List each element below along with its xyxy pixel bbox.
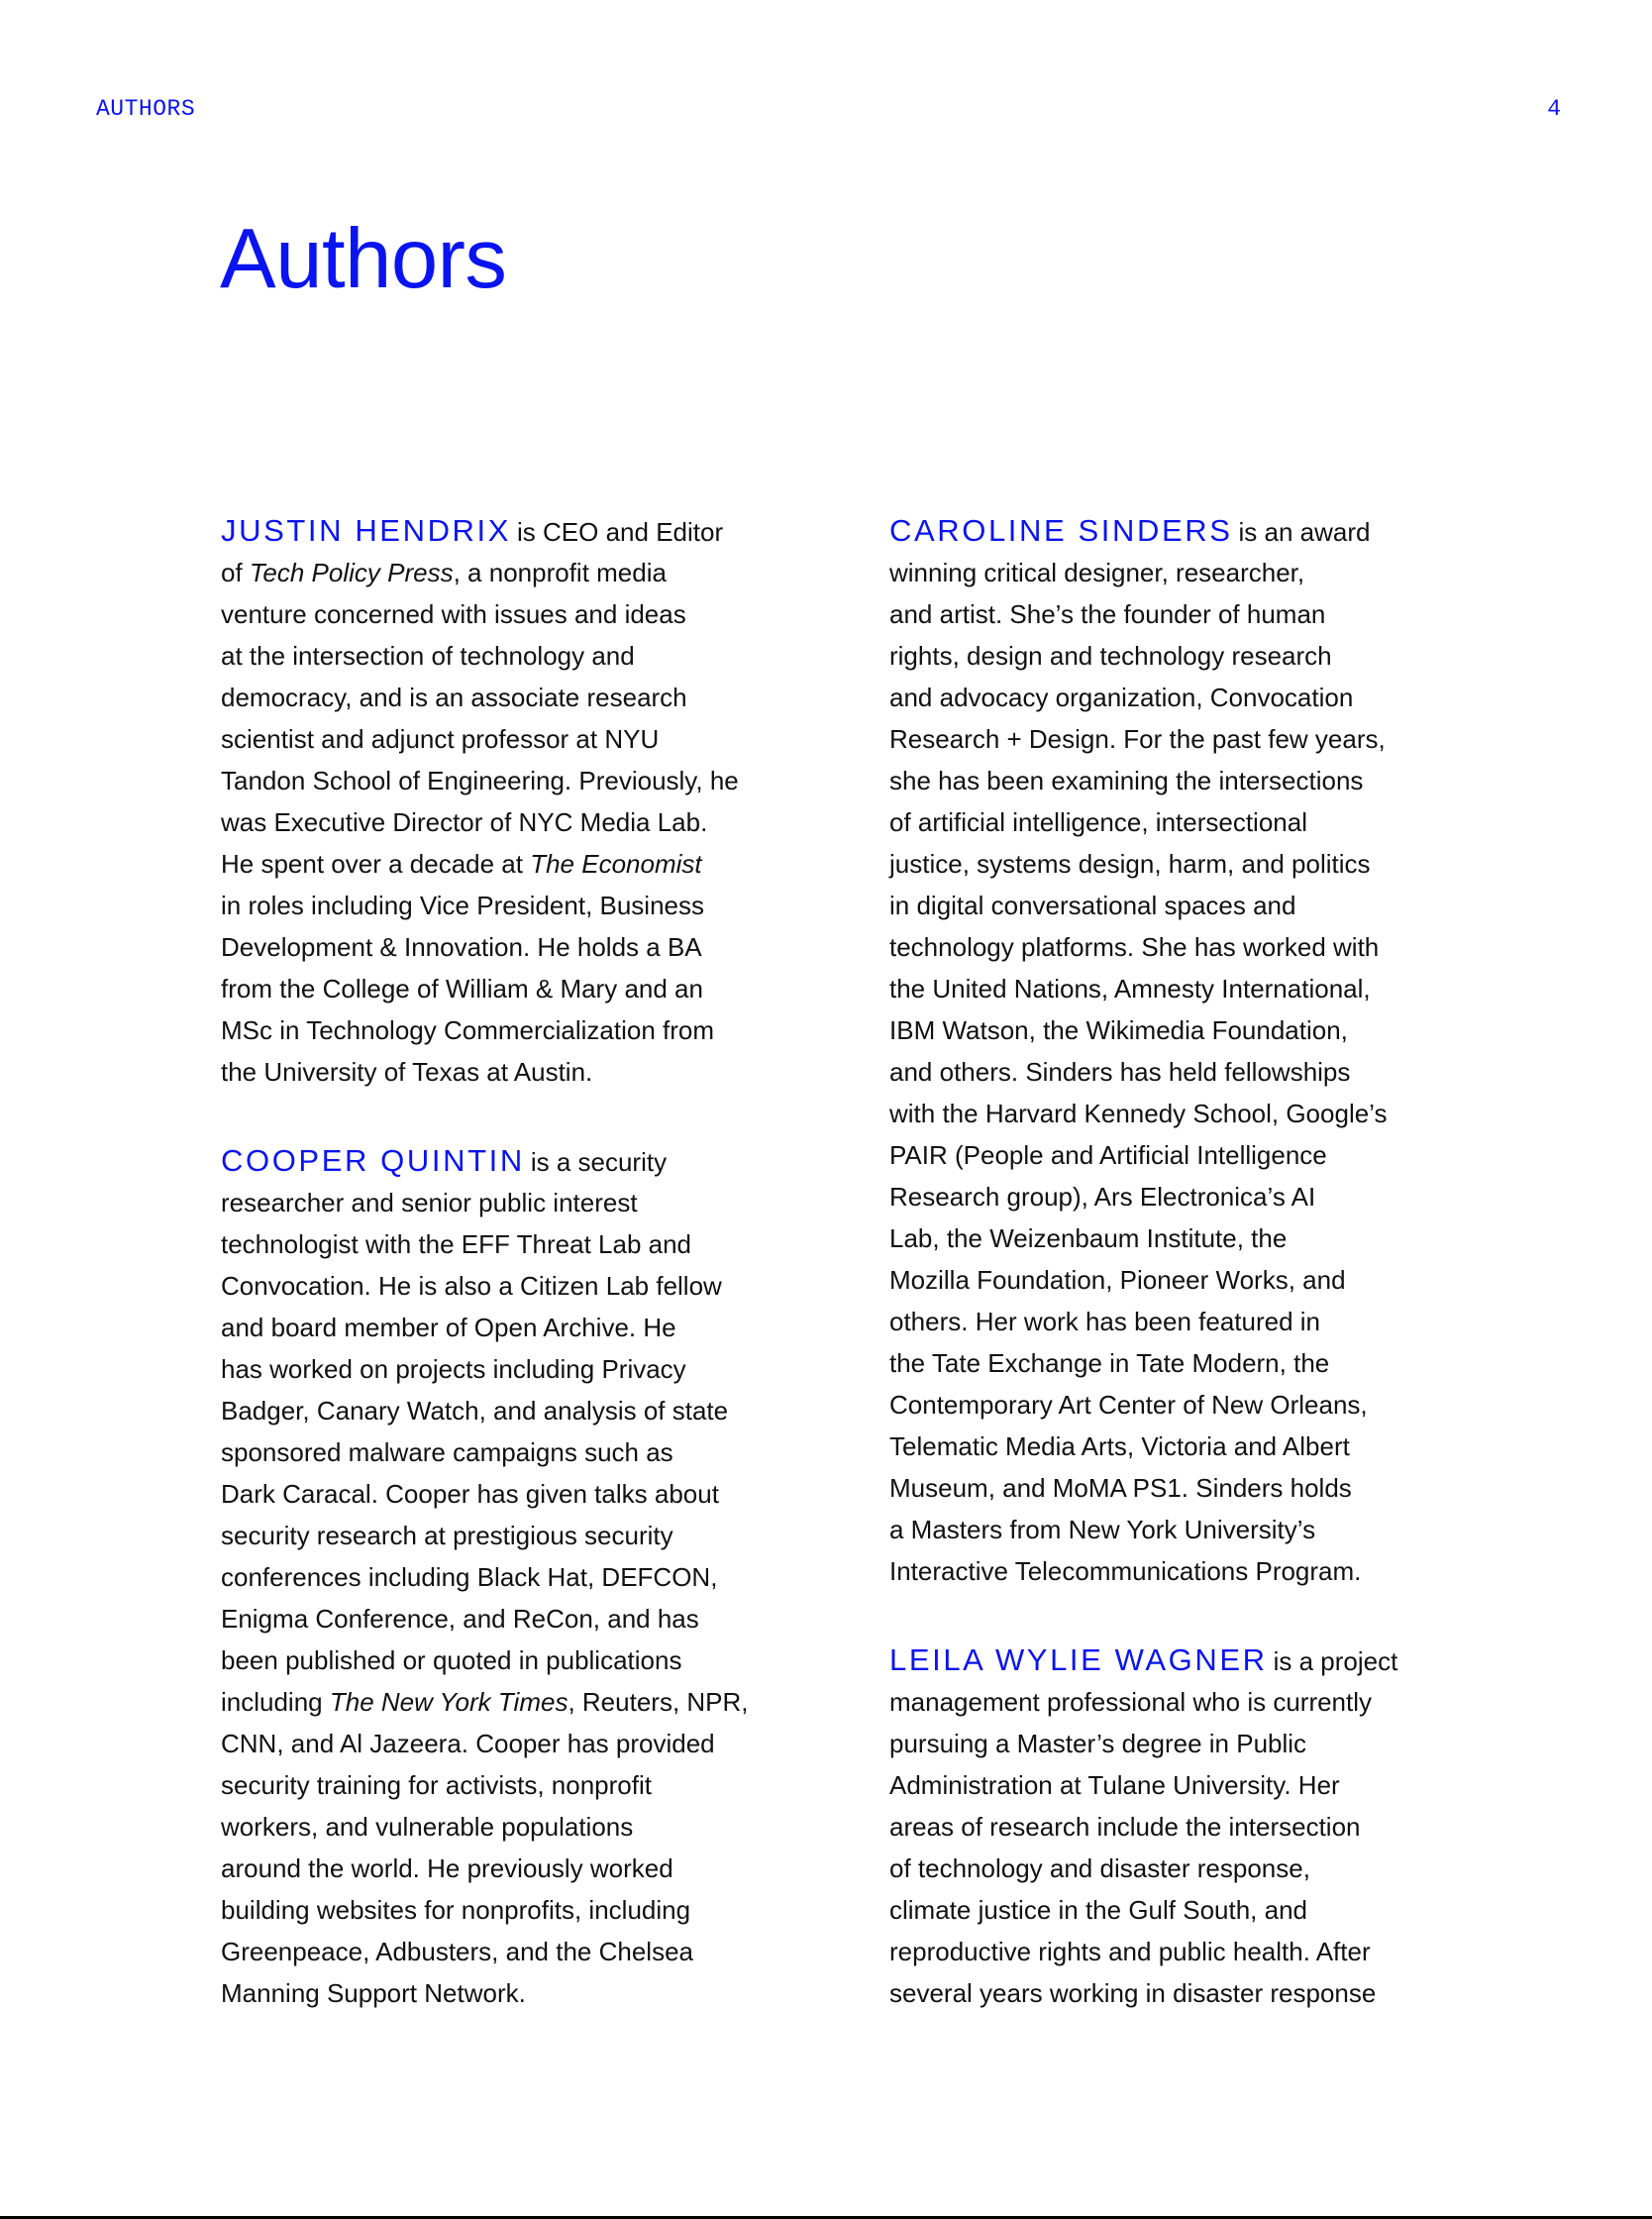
bio-line [889,1301,1464,1342]
bio-line [221,1848,795,1889]
bio-text: is an award [1238,517,1371,547]
author-bio [221,510,795,1093]
bio-text: Mozilla Foundation, Pioneer Works, and [889,1265,1346,1295]
bio-line [221,1681,795,1723]
bio-text: at the intersection of technology and [221,641,635,671]
bio-text: sponsored malware campaigns such as [221,1437,673,1467]
bio-line [221,1972,795,2014]
bio-line [221,1182,795,1223]
bio-line [889,1467,1464,1509]
bio-text: venture concerned with issues and ideas [221,599,686,629]
bio-text: areas of research include the intersection [889,1812,1361,1842]
bio-line [221,926,795,968]
bio-line [889,885,1464,926]
bio-text: researcher and senior public interest [221,1188,638,1217]
bio-line [221,801,795,843]
bio-text: management professional who is currently [889,1687,1373,1717]
bio-text: been published or quoted in publications [221,1645,682,1675]
bio-text: IBM Watson, the Wikimedia Foundation, [889,1015,1348,1045]
bio-text: and advocacy organization, Convocation [889,683,1354,712]
bio-text: several years working in disaster response [889,1978,1377,2008]
bio-text: is a project [1273,1646,1398,1676]
bio-text: security research at prestigious security [221,1521,673,1550]
bio-text: rights, design and technology research [889,641,1332,671]
bio-line [889,760,1464,801]
author-bio [889,510,1464,1592]
bio-text: scientist and adjunct professor at NYU [221,724,660,754]
bio-text: winning critical designer, researcher, [889,558,1305,587]
bio-line [221,718,795,760]
bio-text: security training for activists, nonprofit [221,1770,652,1800]
bio-line [221,1889,795,1931]
bio-text: others. Her work has been featured in [889,1307,1321,1336]
bio-text: Manning Support Network. [221,1978,526,2008]
bio-line [889,1093,1464,1134]
bio-text: technology platforms. She has worked with [889,932,1380,962]
bio-text: of technology and disaster response, [889,1853,1310,1883]
bio-text: Interactive Telecommunications Program. [889,1556,1362,1586]
bio-line [889,1681,1464,1723]
author-bio [221,1140,795,2014]
bio-text: , Reuters, NPR, [568,1687,749,1717]
bio-text: the Tate Exchange in Tate Modern, the [889,1348,1330,1378]
bio-line [221,760,795,801]
running-head: AUTHORS [96,96,196,122]
bio-line [221,1348,795,1390]
bio-text: is CEO and Editor [517,517,724,547]
author-name: COOPER QUINTIN [221,1143,525,1178]
bio-line [889,1426,1464,1467]
bio-text: of artificial intelligence, intersectional [889,807,1307,837]
bio-line [889,1806,1464,1848]
bio-line [889,1134,1464,1176]
bio-line [221,1390,795,1431]
bio-text: democracy, and is an associate research [221,683,687,712]
bio-line [889,1764,1464,1806]
bio-line [889,1931,1464,1972]
bio-line [889,718,1464,760]
bio-line [889,1848,1464,1889]
bio-text: Lab, the Weizenbaum Institute, the [889,1223,1288,1253]
italic-title: Tech Policy Press [249,558,454,587]
bio-text: climate justice in the Gulf South, and [889,1895,1308,1925]
bio-line [221,1140,795,1182]
bio-text: , a nonprofit media [453,558,667,587]
bio-line [221,1265,795,1307]
right-column [889,510,1464,2061]
bio-text: she has been examining the intersections [889,766,1364,795]
bio-line [221,1556,795,1598]
bio-line [221,968,795,1009]
bio-text: the United Nations, Amnesty International, [889,974,1371,1004]
bio-line [221,1051,795,1093]
page-number: 4 [1547,96,1561,122]
bio-text: with the Harvard Kennedy School, Google’s [889,1099,1388,1128]
bio-line [889,1972,1464,2014]
bio-line [889,1509,1464,1550]
bio-line [221,635,795,677]
bio-line [889,1889,1464,1931]
bio-line [221,1009,795,1051]
bio-text: Research group), Ars Electronica’s AI [889,1182,1316,1212]
bio-line [221,1223,795,1265]
bio-text: a Masters from New York University’s [889,1515,1316,1544]
bio-line [221,1764,795,1806]
bio-text: Convocation. He is also a Citizen Lab fellow [221,1271,722,1301]
bio-line [221,677,795,718]
bio-text: Dark Caracal. Cooper has given talks about [221,1479,719,1509]
bio-line [221,1639,795,1681]
left-column [221,510,795,2061]
bio-line [221,1931,795,1972]
bio-line [889,1217,1464,1259]
bio-text: workers, and vulnerable populations [221,1812,634,1842]
bio-text: Tandon School of Engineering. Previously, he [221,766,739,795]
bio-text: the University of Texas at Austin. [221,1057,593,1087]
author-name: LEILA WYLIE WAGNER [889,1642,1268,1677]
bio-line [889,843,1464,885]
bio-text: and artist. She’s the founder of human [889,599,1326,629]
bio-text: and board member of Open Archive. He [221,1313,676,1342]
bio-line [221,510,795,552]
bio-line [889,1550,1464,1592]
bio-line [889,1176,1464,1217]
bio-line [221,1723,795,1764]
bio-line [889,1051,1464,1093]
author-name: JUSTIN HENDRIX [221,513,512,548]
bio-text: PAIR (People and Artificial Intelligence [889,1140,1327,1170]
bio-text: and others. Sinders has held fellowships [889,1057,1351,1087]
italic-title: The New York Times [329,1687,568,1717]
bio-text: CNN, and Al Jazeera. Cooper has provided [221,1729,715,1758]
bio-line [221,1473,795,1515]
page-title: Authors [220,212,507,306]
author-bio [889,1639,1464,2014]
bio-line [889,552,1464,593]
bio-line [889,926,1464,968]
bio-line [221,1598,795,1639]
bio-line [889,593,1464,635]
bio-text: MSc in Technology Commercialization from [221,1015,715,1045]
bio-line [889,1009,1464,1051]
bio-line [221,1806,795,1848]
bio-text: technologist with the EFF Threat Lab and [221,1229,692,1259]
bio-text: Greenpeace, Adbusters, and the Chelsea [221,1937,693,1966]
bio-line [889,677,1464,718]
bio-line [889,510,1464,552]
bio-text: He spent over a decade at [221,849,531,879]
bio-text: was Executive Director of NYC Media Lab. [221,807,708,837]
bio-text: Enigma Conference, and ReCon, and has [221,1604,699,1634]
bio-text: Contemporary Art Center of New Orleans, [889,1390,1368,1420]
bio-line [889,635,1464,677]
bio-line [889,1342,1464,1384]
bio-line [889,1259,1464,1301]
bio-line [221,843,795,885]
bio-line [889,1639,1464,1681]
bio-text: Museum, and MoMA PS1. Sinders holds [889,1473,1352,1503]
bio-text: pursuing a Master’s degree in Public [889,1729,1307,1758]
bio-line [889,1384,1464,1426]
bio-line [889,968,1464,1009]
bio-text: around the world. He previously worked [221,1853,673,1883]
bio-line [221,593,795,635]
bio-text: in digital conversational spaces and [889,891,1296,920]
bio-line [889,1723,1464,1764]
bio-line [889,801,1464,843]
bio-text: from the College of William & Mary and an [221,974,703,1004]
bio-line [221,1515,795,1556]
bio-text: of [221,558,250,587]
bio-text: Administration at Tulane University. Her [889,1770,1340,1800]
bio-text: has worked on projects including Privacy [221,1354,686,1384]
bio-line [221,1431,795,1473]
bio-text: Badger, Canary Watch, and analysis of state [221,1396,729,1426]
bio-text: including [221,1687,330,1717]
bio-line [221,885,795,926]
bio-line [221,552,795,593]
bio-text: Research + Design. For the past few years, [889,724,1386,754]
author-name: CAROLINE SINDERS [889,513,1233,548]
bio-line [221,1307,795,1348]
bio-text: justice, systems design, harm, and politics [889,849,1371,879]
bio-text: conferences including Black Hat, DEFCON, [221,1562,718,1592]
bio-text: reproductive rights and public health. After [889,1937,1371,1966]
bio-text: is a security [530,1147,668,1177]
bio-text: in roles including Vice President, Business [221,891,705,920]
bio-text: Development & Innovation. He holds a BA [221,932,702,962]
bio-text: Telematic Media Arts, Victoria and Albert [889,1431,1350,1461]
italic-title: The Economist [530,849,702,879]
bio-text: building websites for nonprofits, including [221,1895,691,1925]
